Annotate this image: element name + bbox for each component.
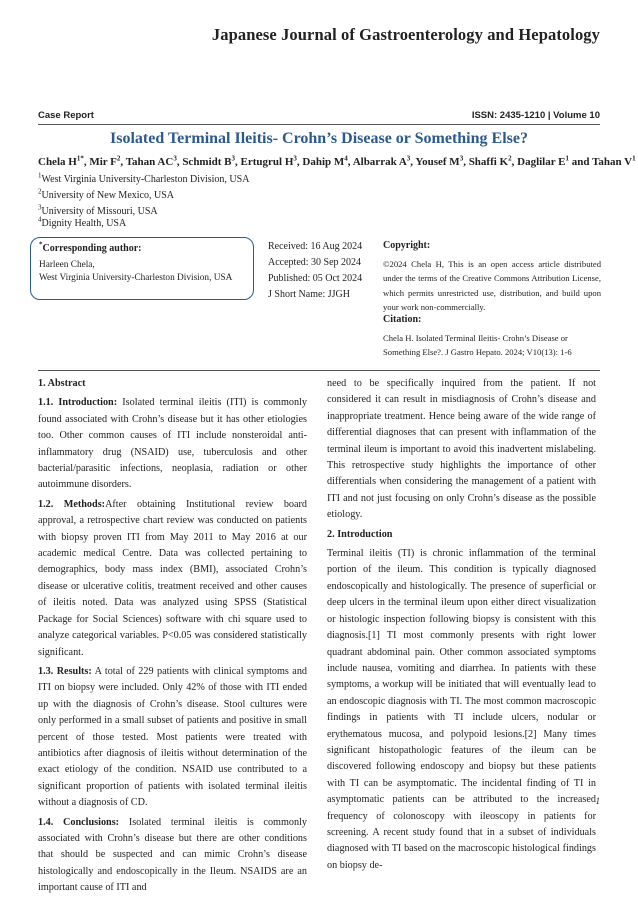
date-received: Received: 16 Aug 2024 (268, 241, 363, 252)
corresponding-author-label (39, 240, 245, 254)
header-rule (38, 124, 600, 125)
author-affiliation-sup: 3 (459, 154, 464, 163)
affiliation-text: University of Missouri, USA (41, 206, 158, 217)
journal-title: Japanese Journal of Gastroenterology and Hepatology (211, 25, 600, 44)
affiliation-2 (38, 187, 174, 201)
introduction-heading: 2. Introduction (327, 528, 393, 540)
citation-section (383, 313, 601, 360)
author-affiliation-sup: 4 (344, 154, 348, 163)
author-name: Shaffi K (468, 156, 509, 168)
author-name: Schmidt B (182, 156, 232, 168)
article-title: Isolated Terminal Ileitis- Crohn’s Disease or Something Else? (110, 130, 528, 147)
affiliation-number: 1 (38, 171, 42, 180)
abstract-results-text: A total of 229 patients with clinical symptoms and ITI on biopsy were included. Only 42% of those with ITI ended up with the diagnosis of Crohn’s disease. Stool cultures were only performed in a small subset of patients and positive in small percent of those tested. Most patients were treated with antibiotics after diagnosis of ileitis without determination of the exact etiology of the condition. NSAID use contributed to a significant proportion of patients with isolated terminal ileitis without a diagnosis of CD. (38, 665, 308, 809)
author-affiliation-sup: 1 (565, 154, 570, 163)
author-name: Ertugrul H (240, 156, 294, 168)
abstract-results (38, 664, 307, 812)
journal-short-name: J Short Name: JJGH (268, 289, 350, 300)
author-affiliation-sup: 1* (76, 154, 84, 163)
date-accepted: Accepted: 30 Sep 2024 (268, 257, 362, 268)
author-name: Tahan AC (125, 156, 174, 168)
author-affiliation-sup: 3 (231, 154, 236, 163)
corresponding-label-text: Corresponding author: (42, 243, 142, 254)
citation-heading: Citation: (383, 314, 422, 325)
affiliation-text: Dignity Health, USA (41, 218, 127, 229)
abstract-methods (38, 497, 307, 661)
copyright-heading: Copyright: (383, 240, 431, 251)
author-affiliation-sup: 3 (293, 154, 297, 163)
body-rule (38, 370, 600, 371)
author-list: Chela $H^{1*}$, Mir $F^2$, Tahan $AC^3$, Schmidt $B^3$, Ertugrul $H^3$, Dahip $M^4$, Albarrak $A^3$, Yousef $M^3$, Shaffi $K^2$, Daglilar $E^1$ and Tahan $V^1$ (38, 154, 636, 168)
affiliation-number: 2 (38, 187, 42, 196)
author-name: Yousef M (415, 156, 460, 168)
page-number: 1 (595, 796, 600, 806)
abstract-introduction-text: Isolated terminal ileitis (ITI) is commonly found associated with Crohn’s disease but it has other etiologies too. Other common causes of ITI include nonsteroidal anti-inflammatory drug (NSAID) use, tuberculosis and other bacterial/parasitic infections, neoplasia, radiation or other autoimmune disorders. (38, 397, 308, 491)
abstract-heading: 1. Abstract (38, 378, 86, 389)
author-affiliation-sup: 1 (632, 154, 636, 163)
corresponding-star: * (39, 240, 43, 249)
author-affiliation-sup: 3 (406, 154, 411, 163)
author-name: Dahip M (302, 156, 345, 168)
article-type: Case Report (38, 110, 94, 121)
abstract-continued: need to be specifically inquired from the patient. If not considered it can result in misdiagnosis of Crohn’s disease and inappropriate treatment. Hence being aware of the wide range of differential diagnoses that can present with inflammation of the terminal ileum is important to avoid this inadvertent mislabeling. This retrospective study highlights the importance of other differentials when considering the management of a patient with ITI and not just focusing on only Crohn’s disease as the possible etiology. (327, 378, 596, 521)
introduction-text: Terminal ileitis (TI) is chronic inflammation of the terminal portion of the ileum. This condition is typically diagnosed endoscopically and histologically. The presence of superficial or deep ulcers in the terminal ileum upon either direct visualization or histologic inspection following biopsy is consistent with this diagnosis.[1] TI most commonly presents with right lower quadrant abdominal pain. Other common associated symptoms include nausea, vomiting and diarrhea. In patients with these symptoms, a workup will be initiated that will eventually lead to an endoscopic diagnosis with TI. The most common macroscopic findings in patients with TI include ulcers, nodular or erythematous mucosa, and polypoid lesions.[2] Many times significant histopathologic features of the ileum can be discovered following endoscopy and biopsy but these patients with TI can be asymptomatic. The incidental finding of TI in asymptomatic patients can be attributed to the increased frequency of colonoscopy with ileoscopy in patients for screening. A recent study found that in a subset of individuals diagnosed with TI based on the macroscopic histological findings on biopsy de- (327, 548, 596, 871)
article-dates (268, 239, 362, 303)
corresponding-author-affiliation: West Virginia University-Charleston Division, USA (39, 273, 233, 283)
date-published: Published: 05 Oct 2024 (268, 273, 363, 284)
author-affiliation-sup: 2 (508, 154, 512, 163)
author-name: Daglilar E (517, 156, 566, 168)
affiliation-number: 4 (38, 215, 42, 224)
affiliation-3 (38, 203, 158, 217)
issn-volume: ISSN: 2435-1210 | Volume 10 (471, 110, 600, 121)
affiliation-1 (38, 171, 250, 185)
left-column (38, 376, 307, 900)
abstract-introduction (38, 395, 307, 493)
affiliation-number: 3 (38, 203, 42, 212)
abstract-results-label: 1.3. Results: (38, 665, 92, 677)
copyright-text: ©2024 Chela H, This is an open access article distributed under the terms of the Creative Commons Attribution License, which permits unrestricted use, distribution, and build upon your work non-commercially. (383, 258, 601, 312)
corresponding-author-name: Harleen Chela, (39, 260, 95, 270)
abstract-introduction-label: 1.1. Introduction: (38, 397, 118, 409)
abstract-methods-text: After obtaining Institutional review board approval, a retrospective chart review was conducted on patients with biopsy proven ITI from May 2011 to May 2016 at our academic medical Centre. Data was collected pertaining to demographics, body mass index (BMI), associated Crohn’s disease or ulcerative colitis, treatment received and other causes of ileitis noted. Data was analyzed using SPSS (Statistical Package for Social Sciences) software with chi square used to analyze categorical variables. P<0.05 was considered statistically significant. (38, 498, 308, 658)
abstract-conclusions-text: Isolated terminal ileitis is commonly associated with Crohn’s disease but there are other conditions that should be suspected and can mimic Crohn’s disease histologically and endoscopically in the Ileum. NSAIDS are an important cause of ITI and (38, 816, 308, 894)
author-name: Chela H (38, 156, 77, 168)
affiliation-text: West Virginia University-Charleston Division, USA (41, 174, 250, 185)
affiliation-text: University of New Mexico, USA (41, 190, 174, 201)
corresponding-author-box (30, 237, 254, 300)
right-column (327, 376, 596, 877)
author-affiliation-sup: 2 (116, 154, 121, 163)
abstract-conclusions (38, 815, 307, 897)
author-name: Tahan V (592, 156, 633, 168)
affiliation-4 (38, 215, 127, 229)
author-name: Mir F (89, 156, 117, 168)
abstract-conclusions-label: 1.4. Conclusions: (38, 816, 120, 828)
author-name: Albarrak A (352, 156, 407, 168)
author-affiliation-sup: 3 (173, 154, 177, 163)
citation-text: Chela H. Isolated Terminal Ileitis- Crohn’s Disease or Something Else?. J Gastro Hepato. 2024; V10(13): 1-6 (383, 332, 572, 357)
abstract-methods-label: 1.2. Methods: (38, 498, 106, 510)
copyright-section (383, 239, 601, 315)
